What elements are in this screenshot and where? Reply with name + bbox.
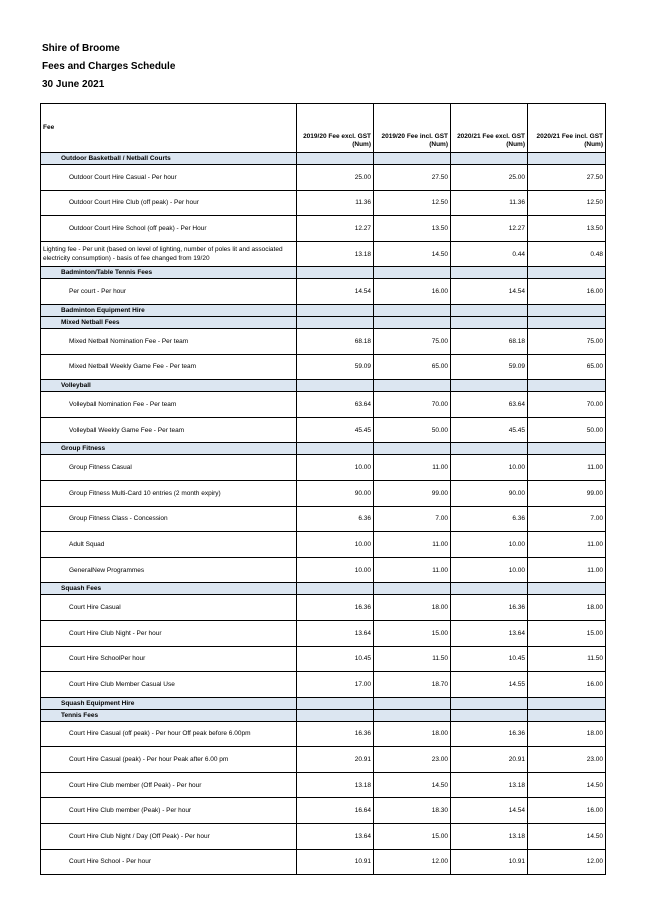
section-row xyxy=(41,267,606,279)
fee-value-cell xyxy=(374,583,451,595)
fee-value-cell: 10.00 xyxy=(451,455,528,481)
fee-value-cell: 11.50 xyxy=(528,646,606,672)
fee-value-cell: 99.00 xyxy=(528,480,606,506)
table-row xyxy=(41,455,606,481)
section-label: Squash Fees xyxy=(41,583,297,595)
fee-value-cell xyxy=(451,697,528,709)
fee-description: Court Hire Club member (Off Peak) - Per hour xyxy=(41,772,297,798)
fee-value-cell: 11.00 xyxy=(528,532,606,558)
table-row xyxy=(41,824,606,850)
fee-value-cell xyxy=(374,709,451,721)
fee-value-cell: 10.00 xyxy=(297,455,374,481)
fee-value-cell: 59.09 xyxy=(297,354,374,380)
column-header-1920-incl: 2019/20 Fee incl. GST (Num) xyxy=(374,104,451,153)
fee-value-cell xyxy=(528,380,606,392)
fee-value-cell: 16.00 xyxy=(374,279,451,305)
fee-value-cell: 15.00 xyxy=(374,824,451,850)
fee-value-cell xyxy=(451,380,528,392)
fee-value-cell: 68.18 xyxy=(451,328,528,354)
section-row xyxy=(41,709,606,721)
fee-value-cell: 15.00 xyxy=(528,620,606,646)
fee-description: Court Hire Casual (peak) - Per hour Peak after 6.00 pm xyxy=(41,747,297,773)
fee-value-cell: 63.64 xyxy=(297,392,374,418)
fee-value-cell: 11.00 xyxy=(528,557,606,583)
table-row xyxy=(41,279,606,305)
fee-value-cell: 14.54 xyxy=(451,798,528,824)
fee-description: Court Hire Casual xyxy=(41,595,297,621)
table-row xyxy=(41,216,606,242)
section-label: Volleyball xyxy=(41,380,297,392)
fee-value-cell xyxy=(451,153,528,165)
fee-value-cell: 12.27 xyxy=(297,216,374,242)
section-row xyxy=(41,153,606,165)
fee-value-cell: 10.00 xyxy=(451,557,528,583)
fee-value-cell: 14.50 xyxy=(374,241,451,267)
section-label: Badminton/Table Tennis Fees xyxy=(41,267,297,279)
fee-description: Outdoor Court Hire Casual - Per hour xyxy=(41,165,297,191)
table-row xyxy=(41,620,606,646)
section-row xyxy=(41,304,606,316)
fee-value-cell: 65.00 xyxy=(374,354,451,380)
fee-value-cell: 23.00 xyxy=(528,747,606,773)
fee-value-cell xyxy=(451,583,528,595)
section-row xyxy=(41,380,606,392)
fee-value-cell: 20.91 xyxy=(451,747,528,773)
fee-value-cell xyxy=(374,267,451,279)
fee-value-cell: 18.00 xyxy=(374,721,451,747)
section-row xyxy=(41,316,606,328)
fee-value-cell: 20.91 xyxy=(297,747,374,773)
fee-value-cell: 50.00 xyxy=(528,417,606,443)
table-body xyxy=(41,153,606,875)
fee-description: Lighting fee - Per unit (based on level of lighting, number of poles lit and associated electricity consumption) - basis of fee changed from 19/20 xyxy=(41,241,297,267)
document-date: 30 June 2021 xyxy=(42,79,105,90)
fee-value-cell: 14.54 xyxy=(297,279,374,305)
fee-description: Court Hire SchoolPer hour xyxy=(41,646,297,672)
table-row xyxy=(41,354,606,380)
document-title: Fees and Charges Schedule xyxy=(42,61,176,72)
table-row xyxy=(41,480,606,506)
table-row xyxy=(41,506,606,532)
table-row xyxy=(41,532,606,558)
section-label: Group Fitness xyxy=(41,443,297,455)
fee-value-cell: 10.91 xyxy=(297,849,374,875)
fee-value-cell xyxy=(528,709,606,721)
table-row xyxy=(41,595,606,621)
section-label: Mixed Netball Fees xyxy=(41,316,297,328)
fee-value-cell: 14.50 xyxy=(528,772,606,798)
fee-description: Court Hire School - Per hour xyxy=(41,849,297,875)
fee-value-cell: 7.00 xyxy=(528,506,606,532)
fee-value-cell: 11.00 xyxy=(528,455,606,481)
fee-description: Court Hire Club Night - Per hour xyxy=(41,620,297,646)
table-row xyxy=(41,417,606,443)
fee-value-cell: 0.44 xyxy=(451,241,528,267)
fee-value-cell: 13.64 xyxy=(451,620,528,646)
fee-value-cell: 68.18 xyxy=(297,328,374,354)
fee-value-cell: 16.36 xyxy=(297,721,374,747)
fee-description: Group Fitness Class - Concession xyxy=(41,506,297,532)
fee-value-cell xyxy=(451,316,528,328)
fee-value-cell: 6.36 xyxy=(451,506,528,532)
fee-value-cell: 50.00 xyxy=(374,417,451,443)
fee-value-cell: 25.00 xyxy=(451,165,528,191)
fee-value-cell: 14.50 xyxy=(374,772,451,798)
table-row xyxy=(41,798,606,824)
fee-value-cell: 13.18 xyxy=(297,772,374,798)
fee-value-cell: 11.36 xyxy=(297,190,374,216)
fee-value-cell: 25.00 xyxy=(297,165,374,191)
fee-value-cell: 90.00 xyxy=(297,480,374,506)
fee-value-cell: 16.64 xyxy=(297,798,374,824)
fee-value-cell: 75.00 xyxy=(374,328,451,354)
fee-description: Adult Squad xyxy=(41,532,297,558)
fee-description: GeneralNew Programmes xyxy=(41,557,297,583)
fee-value-cell xyxy=(297,709,374,721)
fees-table xyxy=(40,103,606,875)
column-header-2021-excl: 2020/21 Fee excl. GST (Num) xyxy=(451,104,528,153)
fee-value-cell: 0.48 xyxy=(528,241,606,267)
fee-value-cell: 11.00 xyxy=(374,455,451,481)
fee-value-cell: 18.00 xyxy=(528,595,606,621)
fee-value-cell: 99.00 xyxy=(374,480,451,506)
fee-value-cell: 13.18 xyxy=(297,241,374,267)
fee-value-cell: 7.00 xyxy=(374,506,451,532)
fee-value-cell xyxy=(374,304,451,316)
fee-value-cell: 12.50 xyxy=(374,190,451,216)
table-row xyxy=(41,849,606,875)
column-header-1920-excl: 2019/20 Fee excl. GST (Num) xyxy=(297,104,374,153)
fee-value-cell: 59.09 xyxy=(451,354,528,380)
fee-description: Group Fitness Casual xyxy=(41,455,297,481)
fee-value-cell: 11.00 xyxy=(374,557,451,583)
fee-value-cell: 27.50 xyxy=(528,165,606,191)
table-header-row xyxy=(41,104,606,153)
section-label: Tennis Fees xyxy=(41,709,297,721)
fee-value-cell xyxy=(297,267,374,279)
table-row xyxy=(41,721,606,747)
fee-value-cell: 14.54 xyxy=(451,279,528,305)
fee-value-cell: 13.50 xyxy=(374,216,451,242)
fee-value-cell: 16.36 xyxy=(451,721,528,747)
fee-value-cell xyxy=(528,304,606,316)
fee-value-cell xyxy=(374,316,451,328)
table-row xyxy=(41,392,606,418)
fee-value-cell: 15.00 xyxy=(374,620,451,646)
fee-description: Court Hire Club Member Casual Use xyxy=(41,672,297,698)
organisation-name: Shire of Broome xyxy=(42,43,120,54)
section-label: Outdoor Basketball / Netball Courts xyxy=(41,153,297,165)
fee-description: Volleyball Nomination Fee - Per team xyxy=(41,392,297,418)
fee-value-cell: 70.00 xyxy=(374,392,451,418)
table-row xyxy=(41,747,606,773)
table-row xyxy=(41,672,606,698)
fee-description: Court Hire Club Night / Day (Off Peak) - Per hour xyxy=(41,824,297,850)
table-row xyxy=(41,557,606,583)
fee-value-cell: 17.00 xyxy=(297,672,374,698)
fee-value-cell: 13.64 xyxy=(297,824,374,850)
fee-value-cell: 16.00 xyxy=(528,798,606,824)
fee-value-cell: 14.50 xyxy=(528,824,606,850)
fee-value-cell: 18.30 xyxy=(374,798,451,824)
fee-value-cell: 45.45 xyxy=(451,417,528,443)
table-row xyxy=(41,241,606,267)
fee-value-cell xyxy=(528,267,606,279)
fee-value-cell xyxy=(451,709,528,721)
fee-value-cell: 12.27 xyxy=(451,216,528,242)
table-row xyxy=(41,646,606,672)
fee-value-cell: 16.00 xyxy=(528,672,606,698)
fee-value-cell: 10.45 xyxy=(297,646,374,672)
fee-value-cell: 12.00 xyxy=(528,849,606,875)
table-row xyxy=(41,165,606,191)
fee-value-cell: 70.00 xyxy=(528,392,606,418)
fee-value-cell: 18.00 xyxy=(528,721,606,747)
fee-value-cell: 10.91 xyxy=(451,849,528,875)
fee-value-cell xyxy=(297,380,374,392)
table-row xyxy=(41,328,606,354)
fee-value-cell xyxy=(451,267,528,279)
section-label: Squash Equipment Hire xyxy=(41,697,297,709)
fee-description: Court Hire Club member (Peak) - Per hour xyxy=(41,798,297,824)
section-row xyxy=(41,443,606,455)
table-row xyxy=(41,772,606,798)
section-label: Badminton Equipment Hire xyxy=(41,304,297,316)
fee-value-cell xyxy=(374,153,451,165)
fee-value-cell xyxy=(451,443,528,455)
fee-value-cell: 13.18 xyxy=(451,824,528,850)
fee-value-cell xyxy=(528,153,606,165)
fee-description: Per court - Per hour xyxy=(41,279,297,305)
fee-value-cell xyxy=(297,697,374,709)
fee-value-cell: 16.36 xyxy=(451,595,528,621)
fee-value-cell xyxy=(297,443,374,455)
fee-value-cell: 63.64 xyxy=(451,392,528,418)
fee-value-cell: 10.45 xyxy=(451,646,528,672)
fee-value-cell: 23.00 xyxy=(374,747,451,773)
fee-value-cell: 12.50 xyxy=(528,190,606,216)
fee-value-cell xyxy=(528,583,606,595)
fee-value-cell: 13.64 xyxy=(297,620,374,646)
fee-value-cell: 13.50 xyxy=(528,216,606,242)
fee-value-cell xyxy=(374,443,451,455)
fee-value-cell: 16.36 xyxy=(297,595,374,621)
fee-value-cell: 75.00 xyxy=(528,328,606,354)
fee-value-cell: 6.36 xyxy=(297,506,374,532)
fee-description: Outdoor Court Hire Club (off peak) - Per hour xyxy=(41,190,297,216)
fee-value-cell: 11.00 xyxy=(374,532,451,558)
fee-description: Outdoor Court Hire School (off peak) - Per Hour xyxy=(41,216,297,242)
fee-value-cell: 16.00 xyxy=(528,279,606,305)
fee-value-cell: 11.50 xyxy=(374,646,451,672)
column-header-fee: Fee xyxy=(41,104,297,153)
fee-value-cell xyxy=(528,316,606,328)
column-header-2021-incl: 2020/21 Fee incl. GST (Num) xyxy=(528,104,606,153)
fee-value-cell xyxy=(528,697,606,709)
fee-description: Court Hire Casual (off peak) - Per hour Off peak before 6.00pm xyxy=(41,721,297,747)
fee-value-cell: 10.00 xyxy=(451,532,528,558)
fee-value-cell xyxy=(297,316,374,328)
fee-value-cell: 90.00 xyxy=(451,480,528,506)
fee-value-cell xyxy=(528,443,606,455)
fee-value-cell: 10.00 xyxy=(297,532,374,558)
fee-value-cell: 13.18 xyxy=(451,772,528,798)
fee-description: Mixed Netball Nomination Fee - Per team xyxy=(41,328,297,354)
fee-value-cell xyxy=(451,304,528,316)
fee-value-cell: 45.45 xyxy=(297,417,374,443)
fee-value-cell xyxy=(297,583,374,595)
fee-value-cell xyxy=(297,153,374,165)
fee-value-cell: 10.00 xyxy=(297,557,374,583)
fee-value-cell xyxy=(297,304,374,316)
fee-value-cell: 18.70 xyxy=(374,672,451,698)
fee-value-cell: 12.00 xyxy=(374,849,451,875)
fee-description: Group Fitness Multi-Card 10 entries (2 month expiry) xyxy=(41,480,297,506)
fee-description: Volleyball Weekly Game Fee - Per team xyxy=(41,417,297,443)
section-row xyxy=(41,697,606,709)
fee-value-cell xyxy=(374,697,451,709)
section-row xyxy=(41,583,606,595)
table-row xyxy=(41,190,606,216)
fee-value-cell: 27.50 xyxy=(374,165,451,191)
fee-value-cell: 18.00 xyxy=(374,595,451,621)
fee-description: Mixed Netball Weekly Game Fee - Per team xyxy=(41,354,297,380)
fee-value-cell: 65.00 xyxy=(528,354,606,380)
fee-value-cell: 14.55 xyxy=(451,672,528,698)
fee-value-cell: 11.36 xyxy=(451,190,528,216)
fee-value-cell xyxy=(374,380,451,392)
